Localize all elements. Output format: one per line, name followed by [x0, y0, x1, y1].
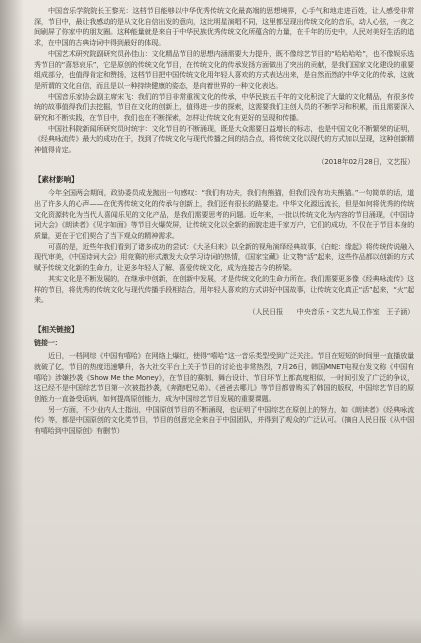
source-date: （2018年02月28日，文艺报） — [317, 156, 414, 166]
link-label: 链接一： — [34, 338, 62, 348]
link-paragraph-1: 近日，一档网综《中国有嘻哈》在网络上爆红，使得“嘻哈”这一音乐类型受到广泛关注。节目在短短的时间里一直播放量就破了亿，节目的热度迅速攀升，各大社交平台上关于节目的讨论也非常热烈，7月26日，韩国MNET电视台发文称《中国有嘻哈》涉嫌抄袭《Show Me the Money》，在节目的赛制、舞台设计、节目环节上都高度相似，一时间引发了广泛的争议，这已经不是中国综艺节目第一次被指抄袭，《奔跑吧兄弟》、《爸爸去哪儿》等节目都曾购买了韩国的版权，中国综艺节目的原创能力一直备受诟病，如何提高原创能力，成为中国综艺节目发展的重要课题。 — [34, 351, 414, 403]
link-paragraph-2: 另一方面，不少业内人士指出，中国原创节目的不断涌现，也证明了中国综艺在原创上的努力，如《朗读者》《经典咏流传》等，都是中国原创的文化类节目，节目的创意完全来自于中国团队，并得到了观众的广泛认可。（摘自人民日报《从中国有嘻哈到中国原创》有删节） — [34, 404, 414, 436]
commentary-paragraph-4: 中国社科院新闻所研究员时统宇：文化节目的不断涌现，既是大众需要日益增长的标志，也是中国文化不断繁荣的证明，《经典咏流传》最大的成功在于，找到了传统文化与现代传播之间的结合点，将传统文化以现代的方式加以呈现，这种创新精神值得肯定。 — [34, 123, 414, 155]
commentary-paragraph-2: 中国艺术研究院副研究员孙佳山：文化精品节目的思想内涵需要大力提升，既不像综艺节目的“哈哈哈哈”，也不像娱乐选秀节目的“喜怒哀乐”，它是原创的传统文化节目，在传统文化的传承发扬方面做出了突出的贡献，是我们国家文化建设的重要组成部分，也值得肯定和赞扬，这档节目把中国传统文化用年轻人喜欢的方式表达出来，是自然而然的中华文化的传承，这就是所谓的文化自信，而且是以一种持续健康的姿态，是向着世界的一种文化表达。 — [34, 48, 414, 90]
page-bottom-shadow — [0, 617, 421, 643]
material-paragraph-2: 可喜的是，近些年我们看到了诸多成功的尝试：《大圣归来》以全新的视角演绎经典故事，《白蛇：缘起》将传统传说融入现代审美，《中国诗词大会》用竞赛的形式激发大众学习诗词的热情，《国家宝藏》让文物“活”起来，这些作品都以创新的方式赋予传统文化新的生命力，让更多年轻人了解、喜爱传统文化，成为连接古今的桥梁。 — [34, 241, 414, 273]
section-heading: 【素材影响】 — [34, 174, 79, 184]
commentary-paragraph-3: 中国音乐家协会副主席宋飞：我们的节目非常重视文化的传承，中华民族五千年的文化积淀了大量的文化精品，有很多传统的故事值得我们去挖掘，节目在文化的创新上，值得进一步的探索，这需要我们主创人员的不断学习和积累，而且需要深入研究和不断实践，在节目中，我们也在不断探索，怎样让传统文化有更好的呈现和传播。 — [34, 91, 414, 123]
related-heading: 【相关链接】 — [34, 324, 79, 334]
commentary-paragraph-1: 中国音乐学院院长王黎光：这档节目能够以中华优秀传统文化最高端的思想境界，心手气和地走进百姓，让人感受非常深，节目中，最让我感动的是从文化自信出发的意向，这比明星演唱不同，这里都呈现出传统文化的音乐，动人心弦，一夜之间刷屏了你家中的朋友圈。这种能量就是来自于中华民族优秀传统文化所蕴含的力量，在千年的历史中，人民对美好生活的追求，在中国的古典诗词中得到最好的体现。 — [34, 6, 414, 48]
material-paragraph-1: 今年全国两会期间，政协委员成龙抛出一句感叹：“我们有功夫，我们有熊猫，但我们没有功夫熊猫。”一句简单的话，道出了许多人的心声——在优秀传统文化的传承与创新上，我们还有很长的路要走。中华文化源远流长，但是如何将优秀的传统文化资源转化为当代人喜闻乐见的文化产品，是我们需要思考的问题。近年来，一批以传统文化为内容的节目涌现，《中国诗词大会》《朗读者》《见字如面》等节目火爆荧屏，让传统文化以全新的面貌走进千家万户，它们的成功，不仅在于节目本身的质量，更在于它们契合了当下观众的精神需求。 — [34, 188, 414, 241]
material-paragraph-3: 其实文化是不断发展的，在继承中创新，在创新中发展，才是传统文化的生命力所在。我们需要更多像《经典咏流传》这样的节目，将优秀的传统文化与现代传播手段相结合，用年轻人喜欢的方式讲好中国故事，让传统文化真正“活”起来，“火”起来。 — [34, 273, 414, 305]
source-credit: （人民日报 中央音乐・文艺九局工作室 王子涵） — [248, 306, 414, 316]
page-edge-shadow — [0, 0, 24, 643]
document-content — [34, 6, 414, 437]
